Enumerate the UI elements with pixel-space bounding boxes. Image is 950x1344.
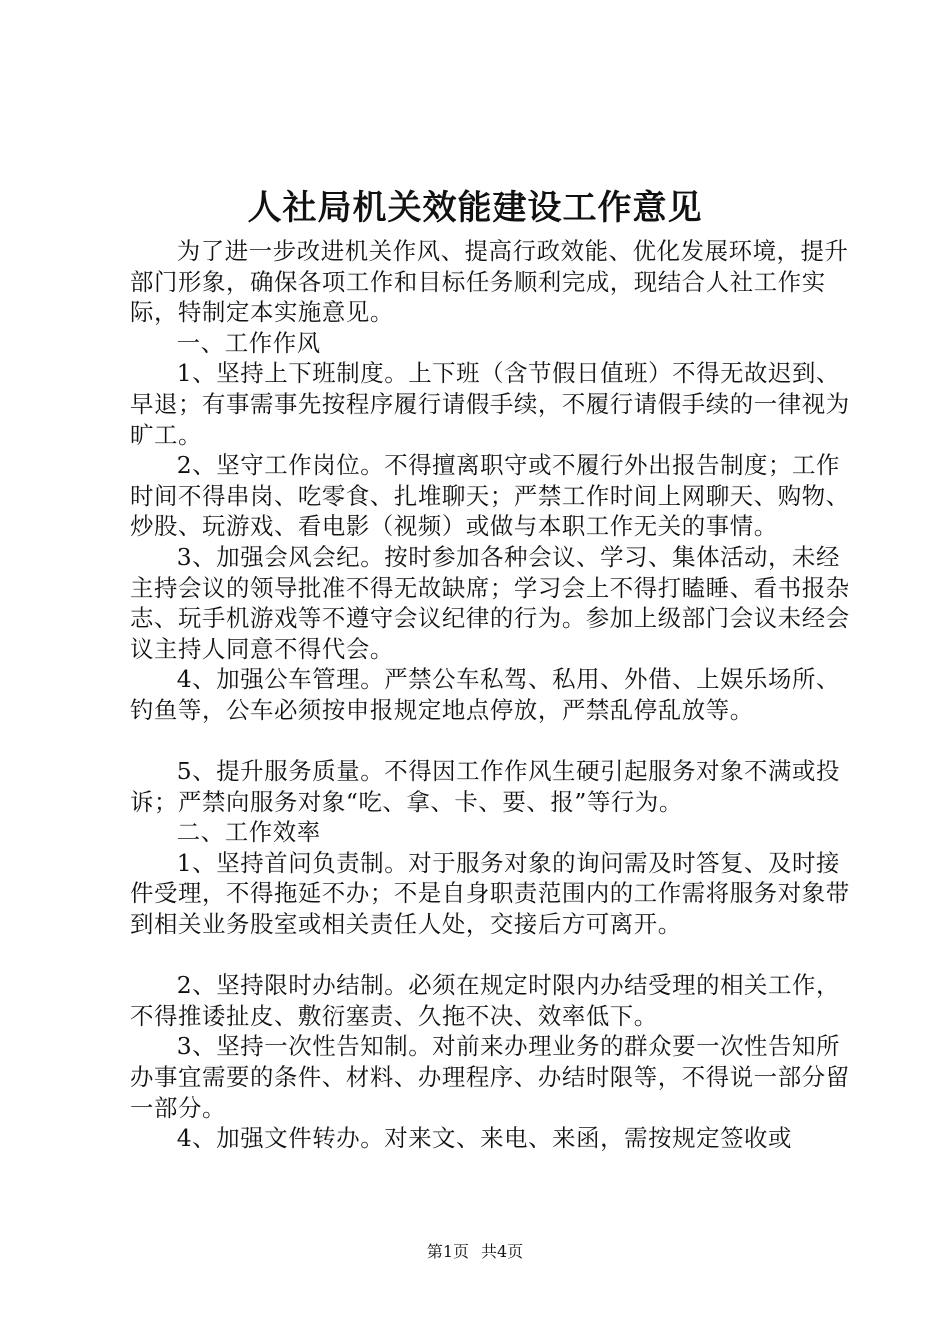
paragraph-item: 5、提升服务质量。不得因工作作风生硬引起服务对象不满或投诉；严禁向服务对象“吃、拿、卡、要、报”等行为。 [130, 757, 841, 816]
paragraph-item: 1、坚持首问负责制。对于服务对象的询问需及时答复、及时接件受理，不得拖延不办；不是自身职责范围内的工作需将服务对象带到相关业务股室或相关责任人处，交接后方可离开。 [130, 848, 850, 939]
paragraph-item: 2、坚持限时办结制。必须在规定时限内办结受理的相关工作，不得推诿扯皮、敷衍塞责、久拖不决、效率低下。 [130, 971, 841, 1030]
paragraph-item: 4、加强公车管理。严禁公车私驾、私用、外借、上娱乐场所、钓鱼等，公车必须按申报规定地点停放，严禁乱停乱放等。 [130, 665, 841, 724]
section-heading-work-efficiency: 二、工作效率 [176, 818, 321, 847]
page-title: 人社局机关效能建设工作意见 [247, 188, 703, 228]
paragraph-item: 3、加强会风会纪。按时参加各种会议、学习、集体活动，未经主持会议的领导批准不得无故缺席；学习会上不得打瞌睡、看书报杂志、玩手机游戏等不遵守会议纪律的行为。参加上级部门会议未经会议主持人同意不得代会。 [130, 542, 850, 663]
document-body [130, 236, 850, 1154]
page-number: 第1页 [426, 1242, 469, 1261]
paragraph-item: 3、坚持一次性告知制。对前来办理业务的群众要一次性告知所办事宜需要的条件、材料、办理程序、办结时限等，不得说一部分留一部分。 [130, 1032, 850, 1122]
paragraph-item: 4、加强文件转办。对来文、来电、来函，需按规定签收或 [176, 1124, 793, 1153]
paragraph-item: 2、坚守工作岗位。不得擅离职守或不履行外出报告制度；工作时间不得串岗、吃零食、扎堆聊天；严禁工作时间上网聊天、购物、炒股、玩游戏、看电影（视频）或做与本职工作无关的事情。 [130, 451, 850, 541]
page-footer [0, 1242, 950, 1262]
section-heading-work-style: 一、工作作风 [176, 328, 321, 357]
paragraph-intro: 为了进一步改进机关作风、提高行政效能、优化发展环境，提升部门形象，确保各项工作和目标任务顺利完成，现结合人社工作实际，特制定本实施意见。 [130, 237, 849, 327]
page-total: 共4页 [481, 1242, 524, 1261]
paragraph-item: 1、坚持上下班制度。上下班（含节假日值班）不得无故迟到、早退；有事需事先按程序履行请假手续，不履行请假手续的一律视为旷工。 [130, 359, 850, 449]
